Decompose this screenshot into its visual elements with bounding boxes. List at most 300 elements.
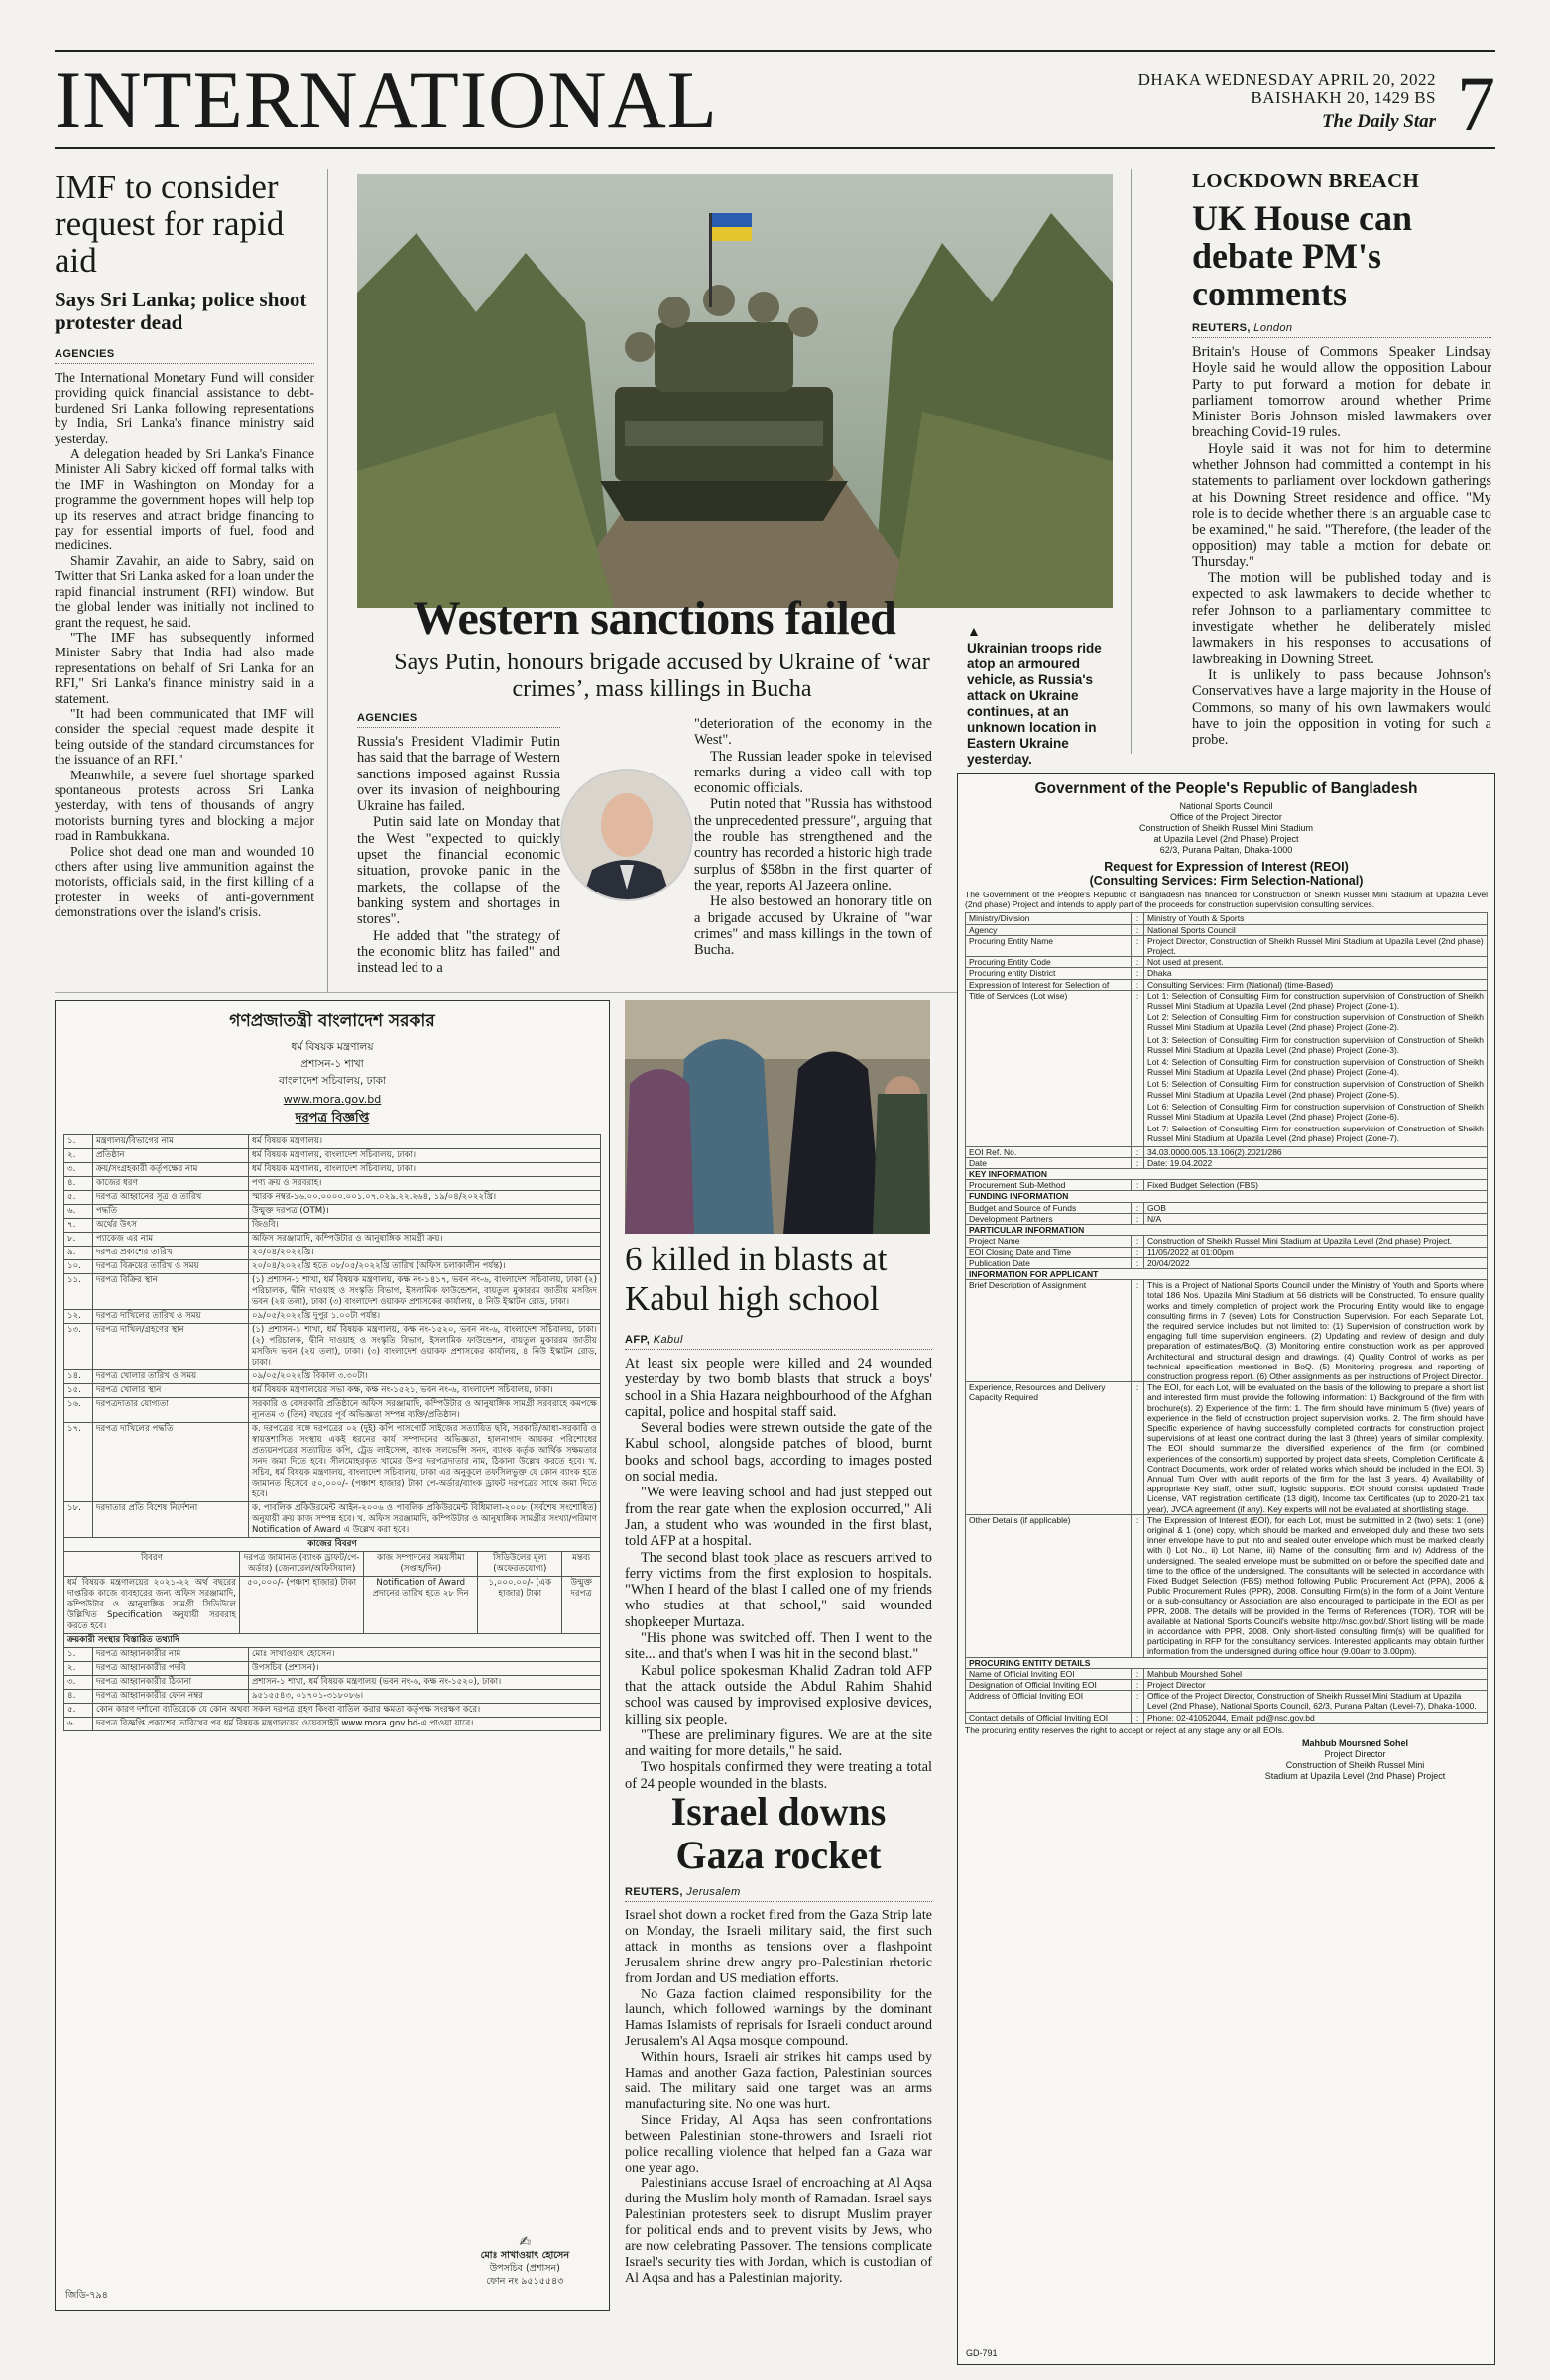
imf-byline: AGENCIES [55, 348, 314, 364]
eoi-row-colon: : [1132, 1236, 1144, 1247]
section-title: INTERNATIONAL [55, 55, 718, 145]
eoi-row-colon: : [1132, 1668, 1144, 1679]
bd-contact-number: ৬. [64, 1718, 93, 1731]
bd-row-label: দরপত্র দাখিলের তারিখ ও সময় [93, 1310, 249, 1324]
eoi-row-colon: : [1132, 1691, 1144, 1712]
eoi-row-colon: : [1132, 913, 1144, 924]
bd-work-header: বিবরণ [64, 1552, 240, 1577]
kabul-paragraph: Kabul police spokesman Khalid Zadran told AFP that the attack outside the Abdul Rahim Shahid school was caused by improvised explosive devices, killing six people. [625, 1662, 932, 1727]
bd-website-link[interactable]: www.mora.gov.bd [283, 1093, 382, 1106]
uk-paragraph: Hoyle said it was not for him to determine whether Johnson had committed a contempt in his statements to parliament over lockdown gatherings at his Downing Street residence and office. "My role is to decide whether there is an arguable case to be examined," he said. "Therefore, (the leader of the opposition) may table a motion for debate on Thursday." [1192, 440, 1491, 570]
bd-row-value: উন্মুক্ত দরপত্র (OTM)। [249, 1205, 601, 1219]
eoi-row-colon: : [1132, 1180, 1144, 1191]
bd-table-row [64, 1423, 601, 1502]
imf-paragraph: Police shot dead one man and wounded 10 others after using live ammunition against the motorists, officials said, in the first killing of a protester in weeks of anti-government demonstrations over the island's crisis. [55, 843, 314, 920]
bd-table-row [64, 1205, 601, 1219]
uk-byline [1192, 322, 1491, 338]
eoi-row-label: Project Name [966, 1236, 1132, 1247]
eoi-row [966, 957, 1488, 968]
bd-table-row [64, 1177, 601, 1191]
eoi-row-colon: : [1132, 1146, 1144, 1157]
eoi-row-colon: : [1132, 1213, 1144, 1224]
putin-paragraph: "deterioration of the economy in the West". [694, 716, 932, 749]
bd-row-label: দরপত্র খোলার স্থান [93, 1384, 249, 1398]
bd-tender-table [63, 1134, 601, 1538]
bd-work-header: সিডিউলের মূল্য (অফেরতযোগ্য) [478, 1552, 562, 1577]
uk-paragraph: The motion will be published today and is expected to ask lawmakers to decide whether to refer Johnson to a parliamentary committee to investigate whether he deliberately misled lawmakers in his responses to accusations of lawbreaking in Downing Street. [1192, 570, 1491, 667]
newspaper-logo: The Daily Star [1321, 111, 1436, 132]
eoi-services-label: Title of Services (Lot wise) [966, 990, 1132, 1146]
eoi-row [966, 1680, 1488, 1691]
bd-row-value: (১) প্রশাসন-১ শাখা, ধর্ম বিষয়ক মন্ত্রণালয়, কক্ষ নং-১৫২০, ভবন নং-৬, বাংলাদেশ সচিবালয়, ঢাকা। (২) পরিচালক, দ্বীনি দাওয়াহ ও সংস্কৃতি বিভাগ, ইসলামিক ফাউন্ডেশন, বায়তুল মুকাররম জাতীয় মসজিদ ভবন (২য় তলা), ঢাকা। (৩) বাংলাদেশ ওয়াকফ প্রশাসকের কার্যালয়, ৪ নিউ ইস্কাটন রোড, ঢাকা। [249, 1324, 601, 1370]
bd-row-number: ১৬. [64, 1398, 93, 1423]
eoi-row [966, 1668, 1488, 1679]
bd-work-header: কাজ সম্পাদনের সময়সীমা (সপ্তাহ/দিন) [364, 1552, 478, 1577]
eoi-row-value: Phone: 02-41052044, Email: pd@nsc.gov.bd [1144, 1712, 1488, 1723]
eoi-row [966, 1247, 1488, 1257]
putin-paragraph: He also bestowed an honorary title on a brigade accused by Ukraine of "war crimes" and mass killings in the town of Bucha. [694, 893, 932, 959]
bd-row-number: ১৮. [64, 1502, 93, 1538]
bd-row-label: মন্ত্রণালয়/বিভাগের নাম [93, 1135, 249, 1149]
bd-work-table [63, 1537, 601, 1634]
page-number: 7 [1457, 60, 1495, 147]
bd-row-value: সরকারি ও বেসরকারি প্রতিষ্ঠানে অফিস সরঞ্জামাদি, কম্পিউটার ও আনুষাঙ্গিক সামগ্রী সরবরাহে কমপক্ষে ন্যূনতম ৩ (তিন) বছরের পূর্ব অভিজ্ঞতা সম্পন্ন ব্যক্তি/প্রতিষ্ঠান। [249, 1398, 601, 1423]
eoi-row-label: Procuring entity District [966, 968, 1132, 979]
bd-row-label: পদ্ধতি [93, 1205, 249, 1219]
bd-contact-row [64, 1690, 601, 1704]
eoi-org-line: 62/3, Purana Paltan, Dhaka-1000 [1159, 845, 1293, 855]
eoi-row-value: National Sports Council [1144, 924, 1488, 935]
eoi-row-value: 34.03.0000.005.13.106(2).2021/286 [1144, 1146, 1488, 1157]
bd-work-cell: উন্মুক্ত দরপত্র [562, 1577, 601, 1634]
uk-agency: REUTERS, [1192, 322, 1251, 334]
imf-paragraph: The International Monetary Fund will consider providing quick financial assistance to debt-burdened Sri Lanka following representations by India, Sri Lanka's finance ministry said yesterday. [55, 370, 314, 446]
bd-row-label: দরপত্র প্রকাশের তারিখ [93, 1247, 249, 1260]
eoi-row-value: Project Director [1144, 1680, 1488, 1691]
bd-contact-value: কোন কারণ দর্শানো ব্যতিরেকে যে কোন অথবা সকল দরপত্র গ্রহণ কিংবা বাতিল করার ক্ষমতা কর্তৃপক্ষ সংরক্ষণ করে। [93, 1704, 601, 1718]
bd-contact-label: দরপত্র আহ্বানকারীর ফোন নম্বর [93, 1690, 249, 1704]
bd-row-number: ৫. [64, 1191, 93, 1205]
eoi-row-value: 20/04/2022 [1144, 1257, 1488, 1268]
eoi-ad-code: GD-791 [966, 2348, 998, 2358]
israel-agency: REUTERS, [625, 1886, 683, 1898]
bd-table-row [64, 1233, 601, 1247]
bd-contact-label: ক্রয়কারী সংস্থার বিস্তারিত তথ্যাদি [64, 1634, 601, 1648]
bd-row-label: অর্থের উৎস [93, 1219, 249, 1233]
bd-table-row [64, 1149, 601, 1163]
imf-headline[interactable]: IMF to consider request for rapid aid [55, 168, 285, 280]
bd-signature-block [481, 2236, 569, 2288]
bd-contact-number: ৫. [64, 1704, 93, 1718]
bd-row-value: অফিস সরঞ্জামাদি, কম্পিউটার ও আনুষাঙ্গিক সামগ্রী ক্রয়। [249, 1233, 601, 1247]
imf-article [55, 169, 314, 920]
eoi-row-colon: : [1132, 1712, 1144, 1723]
eoi-brief-label: Brief Description of Assignment [966, 1280, 1132, 1382]
eoi-row [966, 1202, 1488, 1213]
bd-row-value: পণ্য ক্রয় ও সরবরাহ। [249, 1177, 601, 1191]
putin-byline: AGENCIES [357, 712, 560, 728]
kabul-paragraph: Several bodies were strewn outside the gate of the Kabul school, alongside patches of blood, burnt books and school bags, according to images posted on social media. [625, 1420, 932, 1486]
eoi-signer-line: Stadium at Upazila Level (2nd Phase) Project [1264, 1770, 1446, 1781]
putin-portrait [560, 769, 693, 901]
imf-paragraph: "The IMF has subsequently informed Minister Sabry that India had also made representations on behalf of Sri Lanka for an RFI," Sri Lanka's finance ministry said in a statement. [55, 629, 314, 706]
bd-contact-label: দরপত্র আহ্বানকারীর নাম [93, 1648, 249, 1662]
bd-table-row [64, 1219, 601, 1233]
eoi-row [966, 1213, 1488, 1224]
bd-table-row [64, 1191, 601, 1205]
eoi-row-value: Date: 19.04.2022 [1144, 1157, 1488, 1168]
eoi-row-colon: : [1132, 924, 1144, 935]
bd-table-row [64, 1310, 601, 1324]
kabul-blast-photo [625, 1000, 930, 1234]
eoi-row-label: Name of Official Inviting EOI [966, 1668, 1132, 1679]
uk-body [1192, 344, 1491, 748]
eoi-other: The Expression of Interest (EOI), for each Lot, must be submitted in 2 (two) sets: 1 (one) original & 1 (one) copy, which should be marked and enveloped duly and these two sets inner envelope have to put into and sealed outer envelope which must be marked clearly with i) Lot No., ii) Lot Name, iii) Name of the consulting firm and iv) Address of the undersigned. The sealed envelope must be submitted on or before the specified date and time to the office of the undersigned. The consultants will be selected in accordance with Fixed Budget Selection (FBS) method following Public Procurement Act (PPA), 2006 & Public Procurement Rules (PPR), 2008. Consulting Firm(s) in the form of a Joint Venture or a sub-consultancy or Association are also encouraged to participate in the EOI as per PPR, 2008. The details will be provided in the Terms of References (TOR). TOR will be available at National Sports Council's website http://nsc.gov.bd/.Short listing will be made in accordance with PPR, 2008. Only short-listed consulting firm(s) will be qualified for participating in RFP for the consultancy services. Interested applicants may obtain further information from the undersigned during office hour (9.00am to 3.00pm). [1144, 1514, 1488, 1657]
bd-row-label: দরপত্র দাখিলের পদ্ধতি [93, 1423, 249, 1502]
putin-subhead: Says Putin, honours brigade accused by Ukraine of ‘war crimes’, mass killings in Bucha [394, 650, 930, 702]
eoi-row-colon: : [1132, 1202, 1144, 1213]
bd-row-value: ২০/০৪/২০২২খ্রি। [249, 1247, 601, 1260]
israel-body [625, 1908, 932, 2287]
eoi-row [966, 913, 1488, 924]
bd-row-label: দরদাতার প্রতি বিশেষ নির্দেশনা [93, 1502, 249, 1538]
bd-contact-row [64, 1704, 601, 1718]
eoi-row [966, 1157, 1488, 1168]
eoi-lot-item: Lot 6: Selection of Consulting Firm for construction supervision of Construction of Sheikh Russel Mini Stadium at Upazila Level (2nd phase) Project (Zone-6). [1147, 1101, 1484, 1123]
eoi-row-value: Ministry of Youth & Sports [1144, 913, 1488, 924]
uk-dateline: London [1253, 322, 1293, 334]
imf-body [55, 370, 314, 920]
bd-contact-number: ৩. [64, 1676, 93, 1690]
bd-row-label: দরপত্রদাতার যোগ্যতা [93, 1398, 249, 1423]
eoi-row-value: GOB [1144, 1202, 1488, 1213]
imf-paragraph: Meanwhile, a severe fuel shortage sparked spontaneous protests across Sri Lanka yesterday, with tens of thousands of angry motorists burning tyres and blocking a major road in Rambukkana. [55, 767, 314, 844]
bd-row-number: ৪. [64, 1177, 93, 1191]
bd-table-row [64, 1502, 601, 1538]
bd-row-label: দরপত্র খোলার তারিখ ও সময় [93, 1370, 249, 1384]
bd-row-number: ১২. [64, 1310, 93, 1324]
bd-work-header: মন্তব্য [562, 1552, 601, 1577]
bd-row-label: কাজের ধরণ [93, 1177, 249, 1191]
uk-paragraph: It is unlikely to pass because Johnson's Conservatives have a large majority in the House of Commons, so many of his own lawmakers would have to join the opposition in voting for such a probe. [1192, 666, 1491, 749]
kabul-paragraph: "We were leaving school and had just stepped out from the rear gate when the explosion occurred," Ali Jan, a student who was wounded in the first blast, told AFP at a hospital. [625, 1485, 932, 1550]
eoi-row [966, 979, 1488, 990]
bd-work-cell: ৫০,০০০/- (পঞ্চাশ হাজার) টাকা [240, 1577, 364, 1634]
date-line-1: DHAKA WEDNESDAY APRIL 20, 2022 [1137, 70, 1436, 89]
bd-row-label: দরপত্র দাখিল/গ্রহণের স্থান [93, 1324, 249, 1370]
uk-paragraph: Britain's House of Commons Speaker Lindsay Hoyle said he would allow the opposition Labour Party to put forward a motion for debate in parliament tomorrow around whether Prime Minister Boris Johnson misled lawmakers over breaching Covid-19 rules. [1192, 344, 1491, 441]
bd-row-number: ১০. [64, 1260, 93, 1274]
israel-headline[interactable]: Israel downs Gaza rocket [670, 1789, 887, 1877]
eoi-row-label: Procurement Sub-Method [966, 1180, 1132, 1191]
eoi-row-value: Not used at present. [1144, 957, 1488, 968]
ukraine-troops-photo [357, 174, 1113, 608]
bd-row-number: ৭. [64, 1219, 93, 1233]
ukraine-caption: Ukrainian troops ride atop an armoured vehicle, as Russia's attack on Ukraine continues, at an unknown location in Eastern Ukraine yesterday. [967, 641, 1102, 767]
israel-paragraph: No Gaza faction claimed responsibility for the launch, which followed warnings by the dominant Hamas Islamists of reprisals for Israeli conduct around Jerusalem's Al Aqsa mosque compound. [625, 1986, 932, 2050]
eoi-lot-item: Lot 1: Selection of Consulting Firm for construction supervision of Construction of Sheikh Russel Mini Stadium at Upazila Level (2nd phase) Project (Zone-1). [1147, 990, 1484, 1012]
eoi-row-label: Agency [966, 924, 1132, 935]
kabul-headline[interactable]: 6 killed in blasts at Kabul high school [625, 1240, 888, 1318]
eoi-row [966, 935, 1488, 956]
eoi-signer-lines [1223, 1749, 1488, 1782]
eoi-row-value: Project Director, Construction of Sheikh Russel Mini Stadium at Upazila Level (2nd phase) Project. [1144, 935, 1488, 956]
bd-row-value: ধর্ম বিষয়ক মন্ত্রণালয়, বাংলাদেশ সচিবালয়, ঢাকা। [249, 1163, 601, 1177]
bd-ministry: ধর্ম বিষয়ক মন্ত্রণালয় [291, 1041, 374, 1053]
bd-row-number: ১৭. [64, 1423, 93, 1502]
eoi-brief: This is a Project of National Sports Council under the Ministry of Youth and Sports where total 186 Nos. Upazila Mini Stadium at 56 districts will be Constructed. To ensure quality works and timely completion of project work the Procuring Entity would like to engage consulting firms in 7 (seven) Lots for Construction Supervision. For each Separate Lot, the required service includes but not limited to: (1) Supervision of construction work by engaging full time supervision engineers. (2) Updating and review of design and duly preparation of estimates/BoQ. (3) Monitoring entire construction work as per approved Architectural and structural design and drawings. (4) Quality Control of works as per technical specification mentioned in BoQ. (5) Monitoring progress and reporting of construction progress report. (6) Other assignments as per instructions of Project Director. [1144, 1280, 1488, 1382]
eoi-row-colon: : [1132, 968, 1144, 979]
eoi-table: Ministry/Division : Ministry of Youth & Sports Agency : National Sports Council Procuring Entity Name : Project Director, Construction of Sheikh Russel Mini Stadium at Upazila Level (2nd phase) Project. Procuring Entity Code : Not used at present. Procuring entity District : Dhaka Expression of Interest for Selection of : Consulting Services: Firm (National) (time-Based) Title of Services (Lot wise) : Lot 1: Selection of Consulting Firm for construction supervision of Construction of Sheikh Russel Mini Stadium at Upazila Level (2nd phase) Project (Zone-1). Lot 2: Selection of Consulting Firm for construction supervision of Construction of Sheikh Russel Mini Stadium at Upazila Level (2nd phase) Project (Zone-2). Lot 3: Selection of Consulting Firm for construction supervision of Construction of Sheikh Russel Mini Stadium at Upazila Level (2nd phase) Project (Zone-3). Lot 4: Selection of Consulting Firm for construction supervision of Construction of Sheikh Russel Mini Stadium at Upazila Level (2nd phase) Project (Zone-4). Lot 5: Selection of Consulting Firm for construction supervision of Construction of Sheikh Russel Mini Stadium at Upazila Level (2nd phase) Project (Zone-5). Lot 6: Selection of Consulting Firm for construction supervision of Construction of Sheikh Russel Mini Stadium at Upazila Level (2nd phase) Project (Zone-6). Lot 7: Selection of Consulting Firm for construction supervision of Construction of Sheikh Russel Mini Stadium at Upazila Level (2nd phase) Project (Zone-7). EOI Ref. No. : 34.03.0000.005.13.106(2).2021/286 Date : Date: 19.04.2022 KEY INFORMATION Procurement Sub-Method : Fixed Budget Selection (FBS) FUNDING INFORMATION Budget and Source of Funds : GOB Development Partners : N/A PARTICULAR INFORMATION Project Name : Construction of Sheikh Russel Mini Stadium at Upazila Level (2nd phase) Project. EOI Closing Date and Time : 11/05/2022 at 01:00pm Publication Date : 20/04/2022 INFORMATION FOR APPLICANT Brief Description of Assignment : This is a Project of National Sports Council under the Ministry of Youth and Sports where total 186 Nos. Upazila Mini Stadium at 56 districts will be Constructed. To ensure quality works and timely completion of project work the Procuring Entity would like to engage consulting firms in 7 (seven) Lots for Construction Supervision. For each Separate Lot, the required service includes but not limited to: (1) Supervision of construction work by engaging full time supervision engineers. (2) Updating and review of design and duly preparation of estimates/BoQ. (3) Monitoring entire construction work as per approved Architectural and structural design and drawings. (4) Quality Control of works as per technical specification mentioned in BoQ. (5) Monitoring progress and reporting of construction progress report. (6) Other assignments as per instructions of Project Director. Experience, Resources and Delivery Capacity Required : The EOI, for each Lot, will be evaluated on the basis of the following to prepare a short list and interested firm must provide the following information: 1) Background of the firm with brochure(s). 2) Experience of the firm: 1. The firm should have minimum 5 (five) years of experience in the field of construction project supervision works. 2. The firm should have Specific experience of having successfully completed contracts for construction project supervisions of at least one contract during the last 3 (three) years of similar complexity. The EOI should summarize the diversified experience of the firm (or combined experiences of the consortium) supported by project data sheets, Completion Certificate & Contract Documents, work order of related works which should be included in the EOI. 3) Annual Turn Over with audit reports of the firm for the last 3 years. 4) Availability of appropriate Key staff, other stuff, logistic supports. EOI should consist updated Trade License, VAT registration certificate (13 digit), Income tax Certificates (up to 2020-21 tax year), JVCA agreement (if any). Key experts will not be evaluated at shortlisting stage. Other Details (if applicable) : The Expression of Interest (EOI), for each Lot, must be submitted in 2 (two) sets: 1 (one) original & 1 (one) copy, which should be marked and enveloped duly and these two sets inner envelope have to put into and sealed outer envelope which must be marked clearly with i) Lot No., ii) Lot Name, iii) Name of the consulting firm and iv) Address of the undersigned. The sealed envelope must be submitted on or before the specified date and time to the office of the undersigned. The consultants will be selected in accordance with Fixed Budget Selection (FBS) method following Public Procurement Act (PPA), 2006 & Public Procurement Rules (PPR), 2008. Consulting Firm(s) in the form of a Joint Venture or a sub-consultancy or Association are also encouraged to participate in the EOI as per PPR, 2008. The details will be provided in the Terms of References (TOR). TOR will be available at National Sports Council's website http://nsc.gov.bd/.Short listing will be made in accordance with PPR, 2008. Only short-listed consulting firm(s) will be qualified for participating in RFP for the consultancy services. Interested applicants may obtain further information from the undersigned during office hour (9.00am to 3.00pm). PROCURING ENTITY DETAILS Name of Official Inviting EOI : Mahbub Mourshed Sohel Designation of Official Inviting EOI : Project Director Address of Official Inviting EOI : Office of the Project Director, Construction of Sheikh Russel Mini Stadium at Upazila Level (2nd Phase), National Sports Council, 62/3, Purana Paltan (Level-7), Dhaka-1000. Contact details of Official Inviting EOI : Phone: 02-41052044, Email: pd@nsc.gov.bd [965, 912, 1488, 1723]
bd-table-row [64, 1370, 601, 1384]
bd-row-number: ১৪. [64, 1370, 93, 1384]
bd-row-number: ১. [64, 1135, 93, 1149]
bd-contact-value: মোঃ সাখাওয়াৎ হোসেন। [249, 1648, 601, 1662]
eoi-lot-item: Lot 3: Selection of Consulting Firm for construction supervision of Construction of Sheikh Russel Mini Stadium at Upazila Level (2nd phase) Project (Zone-3). [1147, 1034, 1484, 1055]
bd-work-cell: Notification of Award প্রদানের তারিখ হতে ২৮ দিন [364, 1577, 478, 1634]
eoi-lot-list [1144, 990, 1488, 1146]
eoi-row-colon: : [1132, 979, 1144, 990]
eoi-row-colon: : [1132, 1247, 1144, 1257]
bd-signer-phone: ফোন নং ৯৫১৫৫৪৩ [486, 2276, 564, 2287]
bd-contact-value: উপসচিব (প্রশাসন)। [249, 1662, 601, 1676]
bangla-tender-ad [55, 1000, 610, 2311]
bd-row-number: ১৫. [64, 1384, 93, 1398]
bd-contact-label: দরপত্র আহ্বানকারীর ঠিকানা [93, 1676, 249, 1690]
bd-row-number: ২. [64, 1149, 93, 1163]
bd-row-value: ধর্ম বিষয়ক মন্ত্রণালয়ের সভা কক্ষ, কক্ষ নং-১৫২১, ভবন নং-৬, বাংলাদেশ সচিবালয়, ঢাকা। [249, 1384, 601, 1398]
putin-paragraph: He added that "the strategy of the economic blitz has failed" and instead led to a [357, 927, 560, 977]
bd-row-value: ক. পাবলিক প্রকিউরমেন্ট আইন-২০০৬ ও পাবলিক প্রকিউরমেন্ট বিধিমালা-২০০৮ (সর্বশেষ সংশোধিত) অনুযায়ী ক্রয় কাজ সম্পন্ন হবে। খ. অফিস সরঞ্জামাদি, কম্পিউটার ও আনুষাঙ্গিক সামগ্রীর সংখ্যা/পরিমাণ Notification of Award এ উল্লেখ করা হবে। [249, 1502, 601, 1538]
eoi-signer-name: Mahbub Moursned Sohel [1302, 1737, 1408, 1748]
bd-row-value: ০৯/০৫/২০২২খ্রি বিকাল ৩.৩০টা। [249, 1370, 601, 1384]
imf-subhead: Says Sri Lanka; police shoot protester dead [55, 288, 307, 334]
putin-paragraph: Russia's President Vladimir Putin has said that the barrage of Western sanctions imposed against Russia over its invasion of neighbouring Ukraine has failed. [357, 734, 560, 815]
uk-article [1192, 169, 1491, 748]
eoi-row-label: Designation of Official Inviting EOI [966, 1680, 1132, 1691]
eoi-row-label: Contact details of Official Inviting EOI [966, 1712, 1132, 1723]
eoi-row-colon: : [1132, 1680, 1144, 1691]
bd-row-label: দরপত্র আহ্বানের সূত্র ও তারিখ [93, 1191, 249, 1205]
eoi-lot-item: Lot 2: Selection of Consulting Firm for construction supervision of Construction of Sheikh Russel Mini Stadium at Upazila Level (2nd phase) Project (Zone-2). [1147, 1012, 1484, 1033]
bd-contact-row [64, 1676, 601, 1690]
bd-row-value: ক. দরপত্রের সঙ্গে দরপত্রের ০২ (দুই) কপি পাসপোর্ট সাইজের সত্যায়িত ছবি, সরকারি/আধা-সরকারি ও স্বায়ত্তশাসিত সংস্থায় একই ধরনের কার্য সম্পাদনের অভিজ্ঞতা, হালনাগাদ আয়কর পরিশোধের প্রত্যয়নপত্রের সত্যায়িত কপি, ট্রেড লাইসেন্স, ব্যাংক সলভেন্সি সনদ, ব্যাংক কর্তৃক আর্থিক সক্ষমতার সনদ জমা দিতে হবে। সীলমোহরকৃত খামের উপর দরপত্রদাতার নাম, ঠিকানা উল্লেখ করতে হবে। খ. সচিব, ধর্ম বিষয়ক মন্ত্রণালয়, বাংলাদেশ সচিবালয়, ঢাকা এর অনুকূলে তফসিলভুক্ত যে কোন ব্যাংক হতে জামানত হিসেবে ৫০,০০০/- (পঞ্চাশ হাজার) টাকা পে-অর্ডার/ব্যাংক ড্রাফট দরপত্রের সাথে জমা দিতে হবে। [249, 1423, 601, 1502]
eoi-footnote: The procuring entity reserves the right to accept or reject at any stage any or all EOIs. [965, 1725, 1285, 1735]
bd-row-number: ১১. [64, 1274, 93, 1310]
bd-branch: প্রশাসন-১ শাখা [300, 1058, 364, 1070]
eoi-row-value: N/A [1144, 1213, 1488, 1224]
eoi-row [966, 1236, 1488, 1247]
eoi-row-value: Dhaka [1144, 968, 1488, 979]
bd-row-label: দরপত্র বিক্রয়ের তারিখ ও সময় [93, 1260, 249, 1274]
kabul-body [625, 1356, 932, 1792]
eoi-lot-item: Lot 4: Selection of Consulting Firm for construction supervision of Construction of Sheikh Russel Mini Stadium at Upazila Level (2nd phase) Project (Zone-4). [1147, 1057, 1484, 1078]
bd-contact-row [64, 1718, 601, 1731]
bd-contact-value: ৯৫১৫৫৪৩, ০১৭০১-৩১৮০৮৬। [249, 1690, 601, 1704]
eoi-row [966, 1180, 1488, 1191]
eoi-intro: The Government of the People's Republic of Bangladesh has financed for Construction of Sheikh Russel Mini Stadium at Upazila Level (2nd phase) Project and intends to apply part of the proceeds for construction supervision consulting services. [965, 890, 1488, 910]
eoi-particular-info: PARTICULAR INFORMATION [966, 1225, 1488, 1236]
eoi-org-line: National Sports Council [1179, 801, 1273, 811]
eoi-exp: The EOI, for each Lot, will be evaluated on the basis of the following to prepare a short list and interested firm must provide the following information: 1) Background of the firm with brochure(s). 2) Experience of the firm: 1. The firm should have minimum 5 (five) years of experience in the field of construction project supervision works. 2. The firm should have Specific experience of having successfully completed contracts for construction project supervisions of at least one contract during the last 3 (three) years of similar complexity. The EOI should summarize the diversified experience of the firm (or combined experiences of the consortium) supported by project data sheets, Completion Certificate & Contract Documents, work order of related works which should be included in the EOI. 3) Annual Turn Over with audit reports of the firm for the last 3 years. 4) Availability of appropriate Key staff, other stuff, logistic supports. EOI should consist updated Trade License, VAT registration certificate (13 digit), Income tax Certificates (up to 2020-21 tax year), JVCA agreement (if any). Key experts will not be evaluated at shortlisting stage. [1144, 1382, 1488, 1515]
bd-table-row [64, 1247, 601, 1260]
israel-dateline: Jerusalem [686, 1886, 741, 1898]
putin-paragraph: Putin noted that "Russia has withstood the unprecedented pressure", arguing that the rouble has strengthened and the country has recorded a historic high trade surplus of $58bn in the first quarter of the year, reports Al Jazeera online. [694, 796, 932, 893]
imf-paragraph: Shamir Zavahir, an aide to Sabry, said on Twitter that Sri Lanka asked for a loan under the rapid financial instrument (RFI) window. But the global lender was initially not inclined to grant the request, he said. [55, 552, 314, 630]
caption-arrow-icon: ▲ [967, 625, 981, 640]
bd-row-number: ৯. [64, 1247, 93, 1260]
eoi-row-label: EOI Closing Date and Time [966, 1247, 1132, 1257]
eoi-row-value: Fixed Budget Selection (FBS) [1144, 1180, 1488, 1191]
eoi-row-label: Procuring Entity Code [966, 957, 1132, 968]
israel-byline [625, 1886, 932, 1902]
eoi-row [966, 1691, 1488, 1712]
bd-row-label: ক্রয়/সংগ্রহকারী কর্তৃপক্ষের নাম [93, 1163, 249, 1177]
eoi-row-label: Publication Date [966, 1257, 1132, 1268]
bd-row-value: জিওবি। [249, 1219, 601, 1233]
kabul-agency: AFP, [625, 1334, 651, 1346]
bd-signer-title: উপসচিব (প্রশাসন) [489, 2263, 560, 2274]
bd-row-value: (১) প্রশাসন-১ শাখা, ধর্ম বিষয়ক মন্ত্রণালয়, কক্ষ নং-১৪১৭, ভবন নং-৬, বাংলাদেশ সচিবালয়, ঢাকা (২) পরিচালক, দ্বীনি দাওয়াহ ও সংস্কৃতি বিভাগ, ইসলামিক ফাউন্ডেশন, বায়তুল মুকাররম জাতীয় মসজিদ ভবন (২য় তলা), ঢাকা (৩) বাংলাদেশ ওয়াকফ প্রশাসকের কার্যালয়, ৪ নিউ ইস্কাটন রোড, ঢাকা। [249, 1274, 601, 1310]
putin-headline[interactable]: Western sanctions failed [413, 592, 896, 645]
eoi-row-colon: : [1132, 957, 1144, 968]
bd-work-header: দরপত্র জামানত (ব্যাংক ড্রাফট/পে-অর্ডার) (জেনারেল/অফিসিয়াল) [240, 1552, 364, 1577]
eoi-row-label: Budget and Source of Funds [966, 1202, 1132, 1213]
bd-contact-row [64, 1648, 601, 1662]
eoi-other-label: Other Details (if applicable) [966, 1514, 1132, 1657]
kabul-paragraph: The second blast took place as rescuers arrived to ferry victims from the first explosion to hospitals. "When I heard of the blast I called one of my friends who studies at that school," said wounded shopkeeper Murtaza. [625, 1549, 932, 1630]
kabul-paragraph: At least six people were killed and 24 wounded yesterday by two bomb blasts that struck a boys' school in a Shia Hazara neighbourhood of the Afghan capital, police and hospital staff said. [625, 1356, 932, 1420]
eoi-row-value: 11/05/2022 at 01:00pm [1144, 1247, 1488, 1257]
bd-notice-title: দরপত্র বিজ্ঞপ্তি [295, 1111, 370, 1126]
eoi-signer-line: Project Director [1324, 1748, 1386, 1759]
bd-contact-table [63, 1633, 601, 1731]
bd-contact-number: ১. [64, 1648, 93, 1662]
eoi-row [966, 968, 1488, 979]
bd-ad-code: জিডি-৭৯৪ [65, 2290, 108, 2301]
eoi-row [966, 1146, 1488, 1157]
eoi-row-label: Date [966, 1157, 1132, 1168]
eoi-applicant-info: INFORMATION FOR APPLICANT [966, 1268, 1488, 1279]
kabul-byline [625, 1334, 932, 1350]
bd-row-value: স্মারক নম্বর-১৬.০০.০০০০.০০১.০৭.০২৯.২২.২৬৪, ১৯/০৪/২০২২খ্রি। [249, 1191, 601, 1205]
eoi-row-label: Development Partners [966, 1213, 1132, 1224]
eoi-row-label: Ministry/Division [966, 913, 1132, 924]
date-line-2: BAISHAKH 20, 1429 BS [1251, 87, 1436, 107]
bd-table-row [64, 1324, 601, 1370]
bd-contact-value: দরপত্র বিজ্ঞপ্তি প্রকাশের তারিখের পর ধর্ম বিষয়ক মন্ত্রণালয়ের ওয়েবসাইট www.mora.gov.bd-এ পাওয়া যাবে। [93, 1718, 601, 1731]
bd-row-value: ২০/০৪/২০২২খ্রি হতে ০৮/০৫/২০২২খ্রি তারিখ (অফিস চলাকালীন পর্যন্ত)। [249, 1260, 601, 1274]
israel-paragraph: Within hours, Israeli air strikes hit camps used by Hamas and another Gaza faction, Palestinian sources said. The military said one target was an arms manufacturing site. No one was hurt. [625, 2050, 932, 2112]
eoi-title-1: Request for Expression of Interest (REOI) [1104, 860, 1349, 874]
uk-headline[interactable]: UK House can debate PM's comments [1192, 198, 1413, 313]
bd-table-row [64, 1135, 601, 1149]
eoi-org-line: Construction of Sheikh Russel Mini Stadium [1138, 823, 1314, 833]
photo-caption [967, 625, 1106, 782]
eoi-row-value: Mahbub Mourshed Sohel [1144, 1668, 1488, 1679]
putin-col-1 [357, 734, 560, 976]
masthead-date [1138, 71, 1436, 107]
putin-paragraph: Putin said late on Monday that the West "expected to quickly upset the financial economic situation, provoke panic in the markets, the collapse of the banking system and shortages in stores". [357, 814, 560, 928]
bd-work-cell: ১,০০০.০০/- (এক হাজার) টাকা [478, 1577, 562, 1634]
israel-paragraph: Israel shot down a rocket fired from the Gaza Strip late on Monday, the Israeli military said, the first such attack in months as tensions over a flashpoint Jerusalem shrine drew angry pro-Palestinian rhetoric from Jordan and US mediation efforts. [625, 1908, 932, 1986]
bd-row-value: ০৯/০৫/২০২২খ্রি দুপুর ১.০০টা পর্যন্ত। [249, 1310, 601, 1324]
eoi-signer-line: Construction of Sheikh Russel Mini [1285, 1759, 1425, 1770]
bd-contact-row [64, 1662, 601, 1676]
bd-contact-number: ৪. [64, 1690, 93, 1704]
bd-row-number: ৬. [64, 1205, 93, 1219]
kabul-dateline: Kabul [653, 1334, 683, 1346]
eoi-procuring-details: PROCURING ENTITY DETAILS [966, 1657, 1488, 1668]
eoi-row-label: Expression of Interest for Selection of [966, 979, 1132, 990]
eoi-signature-block [1223, 1738, 1488, 1782]
kabul-article [625, 1334, 932, 1792]
bd-govt-title: গণপ্রজাতন্ত্রী বাংলাদেশ সরকার [229, 1012, 435, 1031]
bd-row-label: দরপত্র বিক্রির স্থান [93, 1274, 249, 1310]
eoi-row-label: Procuring Entity Name [966, 935, 1132, 956]
imf-paragraph: A delegation headed by Sri Lanka's Finance Minister Ali Sabry kicked off formal talks with the IMF in Washington on Monday for a programme the government hopes will help top up its reserves and attract bridge financing to pay for essential imports of fuel, food and medicines. [55, 446, 314, 553]
kabul-paragraph: "His phone was switched off. Then I went to the site... and that's when I was hit in the second blast." [625, 1630, 932, 1663]
eoi-row-colon: : [1132, 935, 1144, 956]
eoi-row [966, 1712, 1488, 1723]
uk-kicker: LOCKDOWN BREACH [1192, 169, 1420, 192]
bd-table-row [64, 1274, 601, 1310]
putin-col-2 [694, 716, 932, 958]
eoi-row [966, 1257, 1488, 1268]
israel-article [625, 1886, 932, 2287]
bd-contact-value: প্রশাসন-১ শাখা, ধর্ম বিষয়ক মন্ত্রণালয় (ভবন নং-৬, কক্ষ নং-১৫২০), ঢাকা। [249, 1676, 601, 1690]
bd-table-row [64, 1163, 601, 1177]
bd-row-label: প্যাকেজ এর নাম [93, 1233, 249, 1247]
eoi-org-line: at Upazila Level (2nd Phase) Project [1153, 834, 1299, 844]
bd-contact-number: ২. [64, 1662, 93, 1676]
bd-place: বাংলাদেশ সচিবালয়, ঢাকা [278, 1075, 387, 1087]
eoi-row-value: Consulting Services: Firm (National) (time-Based) [1144, 979, 1488, 990]
eoi-row-value: Construction of Sheikh Russel Mini Stadium at Upazila Level (2nd phase) Project. [1144, 1236, 1488, 1247]
imf-paragraph: "It had been communicated that IMF will consider the special request made despite it being outside of the standard circumstances for the issuance of an RFI." [55, 705, 314, 768]
israel-paragraph: Since Friday, Al Aqsa has seen confrontations between Palestinian stone-throwers and Israeli riot police recalling violence that helped fan a Gaza war one year ago. [625, 2112, 932, 2176]
bd-row-number: ৩. [64, 1163, 93, 1177]
bd-work-cell: ধর্ম বিষয়ক মন্ত্রণালয়ের ২০২১-২২ অর্থ বছরের দাপ্তরিক কাজে ব্যবহারের জন্য অফিস সরঞ্জামাদি, কম্পিউটার ও আনুষাঙ্গিক সামগ্রী সিডিউলে উল্লিখিত Specification অনুযায়ী সরবরাহ করতে হবে। [64, 1577, 240, 1634]
bd-row-number: ১৩. [64, 1324, 93, 1370]
eoi-funding-info: FUNDING INFORMATION [966, 1191, 1488, 1202]
kabul-paragraph: "These are preliminary figures. We are at the site and waiting for more details," he said. [625, 1726, 932, 1760]
eoi-row-label: Address of Official Inviting EOI [966, 1691, 1132, 1712]
eoi-row [966, 924, 1488, 935]
bd-table-row [64, 1384, 601, 1398]
signature-mark: ✍ [519, 2234, 532, 2250]
eoi-lot-item: Lot 7: Selection of Consulting Firm for construction supervision of Construction of Sheikh Russel Mini Stadium at Upazila Level (2nd phase) Project (Zone-7). [1147, 1124, 1484, 1144]
eoi-govt-title: Government of the People's Republic of Bangladesh [1034, 780, 1418, 797]
eoi-row-colon: : [1132, 1157, 1144, 1168]
bd-row-number: ৮. [64, 1233, 93, 1247]
eoi-row-colon: : [1132, 1257, 1144, 1268]
eoi-key-info: KEY INFORMATION [966, 1169, 1488, 1180]
eoi-org-line: Office of the Project Director [1170, 812, 1282, 822]
eoi-tender-ad [957, 774, 1495, 2365]
eoi-row-value: Office of the Project Director, Construction of Sheikh Russel Mini Stadium at Upazila Level (2nd Phase), National Sports Council, 62/3, Purana Paltan (Level-7), Dhaka-1000. [1144, 1691, 1488, 1712]
bd-table-row [64, 1398, 601, 1423]
eoi-title-2: (Consulting Services: Firm Selection-National) [1089, 874, 1364, 888]
eoi-row-label: EOI Ref. No. [966, 1146, 1132, 1157]
bd-row-value: ধর্ম বিষয়ক মন্ত্রণালয়। [249, 1135, 601, 1149]
bd-row-label: প্রতিষ্ঠান [93, 1149, 249, 1163]
bd-table-row [64, 1260, 601, 1274]
eoi-org-lines [965, 801, 1488, 856]
kabul-paragraph: Two hospitals confirmed they were treating a total of 24 people wounded in the blasts. [625, 1759, 932, 1792]
israel-paragraph: Palestinians accuse Israel of encroaching at Al Aqsa during the Muslim holy month of Ramadan. Israel says Palestinian protesters seek to disrupt Muslim prayer for political ends and to prevent visits by Jews, who are now celebrating Passover. The tensions complicate Israel's security ties with Jordan, which is custodian of Al Aqsa and has a Palestinian majority. [625, 2176, 932, 2286]
bd-row-value: ধর্ম বিষয়ক মন্ত্রণালয়, বাংলাদেশ সচিবালয়, ঢাকা। [249, 1149, 601, 1163]
